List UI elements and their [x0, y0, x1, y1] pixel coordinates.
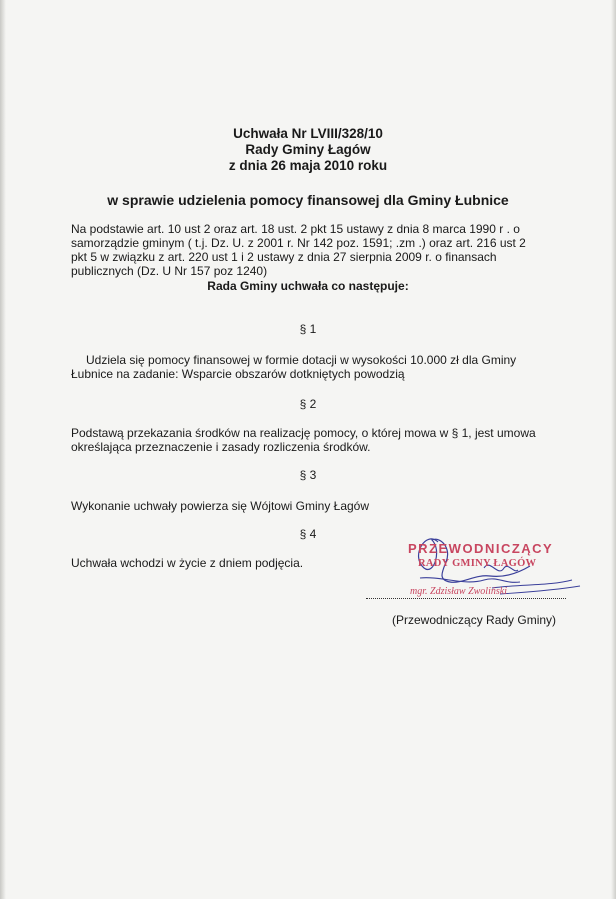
resolution-number: Uchwała Nr LVIII/328/10 — [233, 126, 383, 141]
resolution-date: z dnia 26 maja 2010 roku — [228, 158, 388, 173]
section-4-mark: § 4 — [299, 527, 317, 541]
resolution-subject: w sprawie udzielenia pomocy finansowej dla Gminy Łubnice — [107, 192, 509, 208]
council-resolves: Rada Gminy uchwała co następuje: — [207, 279, 409, 293]
section-1-mark: § 1 — [299, 322, 317, 336]
preamble-line-3: pkt 5 w związku z art. 220 ust 1 i 2 ustawy z dnia 27 sierpnia 2009 r. o finansach — [71, 250, 497, 264]
section-3-line-1: Wykonanie uchwały powierza się Wójtowi Gminy Łagów — [71, 499, 370, 513]
signature-caption: (Przewodniczący Rady Gminy) — [392, 613, 557, 627]
section-2-mark: § 2 — [299, 397, 317, 411]
council-name: Rady Gminy Łagów — [245, 142, 371, 157]
preamble-line-4: publicznych (Dz. U Nr 157 poz 1240) — [71, 264, 268, 278]
section-2-line-1: Podstawą przekazania środków na realizację pomocy, o której mowa w § 1, jest umowa — [71, 426, 536, 440]
section-4-line-1: Uchwała wchodzi w życie z dniem podjęcia. — [71, 556, 304, 570]
section-1-line-2: Łubnice na zadanie: Wsparcie obszarów dotkniętych powodzią — [71, 367, 405, 381]
section-1-line-1: Udziela się pomocy finansowej w formie dotacji w wysokości 10.000 zł dla Gminy — [86, 353, 517, 367]
stamp-title: PRZEWODNICZĄCY — [408, 541, 554, 556]
preamble-line-1: Na podstawie art. 10 ust 2 oraz art. 18 ust. 2 pkt 15 ustawy z dnia 8 marca 1990 r . o — [71, 222, 520, 236]
stamp-council: RADY GMINY ŁAGÓW — [418, 558, 537, 569]
preamble-line-2: samorządzie gminym ( t.j. Dz. U. z 2001 r. Nr 142 poz. 1591; .zm .) oraz art. 216 ust 2 — [71, 236, 526, 250]
stamp-signatory: mgr. Zdzisław Zwoliński — [410, 586, 507, 597]
section-2-line-2: określająca przeznaczenie i zasady rozliczenia środków. — [71, 440, 371, 454]
section-3-mark: § 3 — [299, 468, 317, 482]
